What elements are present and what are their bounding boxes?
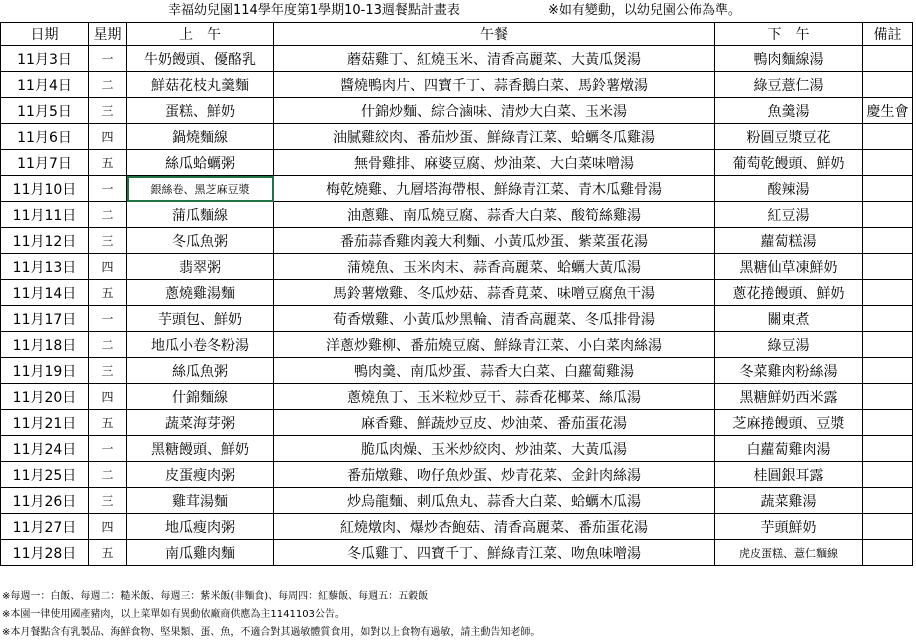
table-row <box>1 358 913 384</box>
remarks-cell[interactable] <box>863 462 913 488</box>
header-lunch[interactable]: 午餐 <box>274 23 715 46</box>
table-row <box>1 462 913 488</box>
weekday-cell[interactable]: 一 <box>89 436 127 462</box>
remarks-cell[interactable] <box>863 488 913 514</box>
morning-snack-cell[interactable]: 雞茸湯麵 <box>127 488 274 514</box>
weekday-cell[interactable]: 三 <box>89 98 127 124</box>
table-row <box>1 384 913 410</box>
date-cell[interactable]: 11月11日 <box>1 202 89 228</box>
table-row <box>1 150 913 176</box>
weekday-cell[interactable]: 四 <box>89 124 127 150</box>
afternoon-snack-cell[interactable]: 桂圓銀耳露 <box>715 462 863 488</box>
date-cell[interactable]: 11月28日 <box>1 540 89 566</box>
afternoon-snack-cell[interactable]: 黑糖仙草凍鮮奶 <box>715 254 863 280</box>
afternoon-snack-cell[interactable]: 酸辣湯 <box>715 176 863 202</box>
remarks-cell[interactable] <box>863 436 913 462</box>
lunch-cell[interactable]: 荀香燉雞、小黃瓜炒黑輪、清香高麗菜、冬瓜排骨湯 <box>274 306 715 332</box>
date-cell[interactable]: 11月4日 <box>1 72 89 98</box>
afternoon-snack-cell[interactable]: 粉圓豆漿豆花 <box>715 124 863 150</box>
table-row <box>1 124 913 150</box>
morning-snack-cell[interactable]: 黑糖饅頭、鮮奶 <box>127 436 274 462</box>
lunch-cell[interactable]: 番茄蒜香雞肉義大利麵、小黃瓜炒蛋、紫菜蛋花湯 <box>274 228 715 254</box>
afternoon-snack-cell[interactable]: 綠豆湯 <box>715 332 863 358</box>
weekday-cell[interactable]: 五 <box>89 410 127 436</box>
morning-snack-cell[interactable]: 蔬菜海芽粥 <box>127 410 274 436</box>
header-row <box>1 23 913 46</box>
date-cell[interactable]: 11月27日 <box>1 514 89 540</box>
remarks-cell[interactable] <box>863 46 913 72</box>
morning-snack-cell[interactable]: 地瓜瘦肉粥 <box>127 514 274 540</box>
morning-snack-cell[interactable]: 絲瓜蛤蠣粥 <box>127 150 274 176</box>
remarks-cell[interactable] <box>863 176 913 202</box>
weekday-cell[interactable]: 四 <box>89 384 127 410</box>
header-remarks[interactable]: 備註 <box>863 23 913 46</box>
remarks-cell[interactable] <box>863 358 913 384</box>
lunch-cell[interactable]: 洋蔥炒雞柳、番茄燒豆腐、鮮綠青江菜、小白菜肉絲湯 <box>274 332 715 358</box>
lunch-cell[interactable]: 油蔥雞、南瓜燒豆腐、蒜香大白菜、酸筍絲雞湯 <box>274 202 715 228</box>
afternoon-snack-cell[interactable]: 芋頭鮮奶 <box>715 514 863 540</box>
afternoon-snack-cell[interactable]: 白蘿蔔雞肉湯 <box>715 436 863 462</box>
morning-snack-cell[interactable]: 鮮菇花枝丸羹麵 <box>127 72 274 98</box>
afternoon-snack-cell[interactable]: 冬菜雞肉粉絲湯 <box>715 358 863 384</box>
lunch-cell[interactable]: 無骨雞排、麻婆豆腐、炒油菜、大白菜味噌湯 <box>274 150 715 176</box>
morning-snack-cell[interactable]: 翡翠粥 <box>127 254 274 280</box>
morning-snack-cell[interactable]: 蛋糕、鮮奶 <box>127 98 274 124</box>
date-cell[interactable]: 11月21日 <box>1 410 89 436</box>
date-cell[interactable]: 11月6日 <box>1 124 89 150</box>
remarks-cell[interactable] <box>863 384 913 410</box>
lunch-cell[interactable]: 梅乾燒雞、九層塔海帶根、鮮綠青江菜、青木瓜雞骨湯 <box>274 176 715 202</box>
weekday-cell[interactable]: 五 <box>89 540 127 566</box>
remarks-cell[interactable] <box>863 254 913 280</box>
date-cell[interactable]: 11月20日 <box>1 384 89 410</box>
afternoon-snack-cell[interactable]: 虎皮蛋糕、薏仁麵線 <box>715 540 863 566</box>
morning-snack-cell[interactable]: 牛奶饅頭、優酪乳 <box>127 46 274 72</box>
table-row <box>1 254 913 280</box>
date-cell[interactable]: 11月26日 <box>1 488 89 514</box>
morning-snack-cell[interactable]: 什錦麵線 <box>127 384 274 410</box>
afternoon-snack-cell[interactable]: 鴨肉麵線湯 <box>715 46 863 72</box>
table-row <box>1 488 913 514</box>
lunch-cell[interactable]: 鴨肉羹、南瓜炒蛋、蒜香大白菜、白蘿蔔雞湯 <box>274 358 715 384</box>
table-row <box>1 72 913 98</box>
morning-snack-cell[interactable]: 銀絲卷、黑芝麻豆漿 <box>127 176 274 202</box>
date-cell[interactable]: 11月3日 <box>1 46 89 72</box>
morning-snack-cell[interactable]: 蒲瓜麵線 <box>127 202 274 228</box>
remarks-cell[interactable] <box>863 540 913 566</box>
date-cell[interactable]: 11月24日 <box>1 436 89 462</box>
date-cell[interactable]: 11月10日 <box>1 176 89 202</box>
remarks-cell[interactable] <box>863 306 913 332</box>
header-morning[interactable]: 上 午 <box>127 23 274 46</box>
weekday-cell[interactable]: 四 <box>89 254 127 280</box>
table-row <box>1 410 913 436</box>
date-cell[interactable]: 11月19日 <box>1 358 89 384</box>
lunch-cell[interactable]: 什錦炒麵、綜合滷味、清炒大白菜、玉米湯 <box>274 98 715 124</box>
remarks-cell[interactable] <box>863 228 913 254</box>
afternoon-snack-cell[interactable]: 黑糖鮮奶西米露 <box>715 384 863 410</box>
date-cell[interactable]: 11月25日 <box>1 462 89 488</box>
afternoon-snack-cell[interactable]: 關東煮 <box>715 306 863 332</box>
date-cell[interactable]: 11月7日 <box>1 150 89 176</box>
table-row <box>1 540 913 566</box>
table-row <box>1 306 913 332</box>
afternoon-snack-cell[interactable]: 蔬菜雞湯 <box>715 488 863 514</box>
remarks-cell[interactable] <box>863 124 913 150</box>
lunch-cell[interactable]: 脆瓜肉燥、玉米炒絞肉、炒油菜、大黃瓜湯 <box>274 436 715 462</box>
afternoon-snack-cell[interactable]: 芝麻捲饅頭、豆漿 <box>715 410 863 436</box>
afternoon-snack-cell[interactable]: 綠豆薏仁湯 <box>715 72 863 98</box>
table-row <box>1 98 913 124</box>
header-weekday[interactable]: 星期 <box>89 23 127 46</box>
weekday-cell[interactable]: 三 <box>89 358 127 384</box>
morning-snack-cell[interactable]: 南瓜雞肉麵 <box>127 540 274 566</box>
lunch-cell[interactable]: 油膩雞絞肉、番茄炒蛋、鮮綠青江菜、蛤蠣冬瓜雞湯 <box>274 124 715 150</box>
remarks-cell[interactable] <box>863 514 913 540</box>
lunch-cell[interactable]: 麻香雞、鮮蔬炒豆皮、炒油菜、番茄蛋花湯 <box>274 410 715 436</box>
remarks-cell[interactable]: 慶生會 <box>863 98 913 124</box>
header-date[interactable]: 日期 <box>1 23 89 46</box>
table-row <box>1 228 913 254</box>
afternoon-snack-cell[interactable]: 葡萄乾饅頭、鮮奶 <box>715 150 863 176</box>
table-row <box>1 436 913 462</box>
weekday-cell[interactable]: 三 <box>89 228 127 254</box>
remarks-cell[interactable] <box>863 150 913 176</box>
lunch-cell[interactable]: 蒲燒魚、玉米肉末、蒜香高麗菜、蛤蠣大黃瓜湯 <box>274 254 715 280</box>
weekday-cell[interactable]: 四 <box>89 514 127 540</box>
weekday-cell[interactable]: 一 <box>89 306 127 332</box>
date-cell[interactable]: 11月17日 <box>1 306 89 332</box>
meal-plan-table <box>0 22 913 566</box>
weekday-cell[interactable]: 三 <box>89 488 127 514</box>
morning-snack-cell[interactable]: 絲瓜魚粥 <box>127 358 274 384</box>
table-row <box>1 280 913 306</box>
afternoon-snack-cell[interactable]: 蘿蔔糕湯 <box>715 228 863 254</box>
morning-snack-cell[interactable]: 地瓜小卷冬粉湯 <box>127 332 274 358</box>
lunch-cell[interactable]: 馬鈴薯燉雞、冬瓜炒菇、蒜香莧菜、味噌豆腐魚干湯 <box>274 280 715 306</box>
date-cell[interactable]: 11月13日 <box>1 254 89 280</box>
footnote-rice[interactable]: ※每週一：白飯、每週二：糙米飯、每週三：紫米飯(非麵食)、每周四：紅藜飯、每週五：五穀飯 <box>2 591 429 602</box>
table-row <box>1 332 913 358</box>
lunch-cell[interactable]: 紅燒燉肉、爆炒杏鮑菇、清香高麗菜、番茄蛋花湯 <box>274 514 715 540</box>
lunch-cell[interactable]: 冬瓜雞丁、四寶千丁、鮮綠青江菜、吻魚味噌湯 <box>274 540 715 566</box>
table-row <box>1 176 913 202</box>
footnotes <box>0 588 916 642</box>
table-row <box>1 46 913 72</box>
weekday-cell[interactable]: 二 <box>89 332 127 358</box>
morning-snack-cell[interactable]: 冬瓜魚粥 <box>127 228 274 254</box>
lunch-cell[interactable]: 炒烏龍麵、刺瓜魚丸、蒜香大白菜、蛤蠣木瓜湯 <box>274 488 715 514</box>
morning-snack-cell[interactable]: 蔥燒雞湯麵 <box>127 280 274 306</box>
morning-snack-cell[interactable]: 芋頭包、鮮奶 <box>127 306 274 332</box>
remarks-cell[interactable] <box>863 280 913 306</box>
weekday-cell[interactable]: 二 <box>89 202 127 228</box>
remarks-cell[interactable] <box>863 72 913 98</box>
weekday-cell[interactable]: 一 <box>89 46 127 72</box>
change-notice[interactable]: ※如有變動，以幼兒園公佈為準。 <box>548 3 741 18</box>
afternoon-snack-cell[interactable]: 魚羹湯 <box>715 98 863 124</box>
header-afternoon[interactable]: 下 午 <box>715 23 863 46</box>
weekday-cell[interactable]: 五 <box>89 150 127 176</box>
remarks-cell[interactable] <box>863 332 913 358</box>
date-cell[interactable]: 11月14日 <box>1 280 89 306</box>
weekday-cell[interactable]: 二 <box>89 72 127 98</box>
weekday-cell[interactable]: 二 <box>89 462 127 488</box>
table-row <box>1 202 913 228</box>
footnote-allergen[interactable]: ※本月餐點含有乳製品、海鮮食物、堅果類、蛋、魚，不適合對其過敏體質食用，如對以上食物有過敏，請主動告知老師。 <box>2 627 541 638</box>
lunch-cell[interactable]: 醬燒鴨肉片、四寶千丁、蒜香鵝白菜、馬鈴薯燉湯 <box>274 72 715 98</box>
date-cell[interactable]: 11月18日 <box>1 332 89 358</box>
date-cell[interactable]: 11月5日 <box>1 98 89 124</box>
afternoon-snack-cell[interactable]: 紅豆湯 <box>715 202 863 228</box>
morning-snack-cell[interactable]: 皮蛋瘦肉粥 <box>127 462 274 488</box>
lunch-cell[interactable]: 蔥燒魚丁、玉米粒炒豆干、蒜香花椰菜、絲瓜湯 <box>274 384 715 410</box>
date-cell[interactable]: 11月12日 <box>1 228 89 254</box>
lunch-cell[interactable]: 番茄燉雞、吻仔魚炒蛋、炒青花菜、金針肉絲湯 <box>274 462 715 488</box>
afternoon-snack-cell[interactable]: 蔥花捲饅頭、鮮奶 <box>715 280 863 306</box>
lunch-cell[interactable]: 蘑菇雞丁、紅燒玉米、清香高麗菜、大黃瓜煲湯 <box>274 46 715 72</box>
weekday-cell[interactable]: 一 <box>89 176 127 202</box>
morning-snack-cell[interactable]: 鍋燒麵線 <box>127 124 274 150</box>
weekday-cell[interactable]: 五 <box>89 280 127 306</box>
table-row <box>1 514 913 540</box>
remarks-cell[interactable] <box>863 410 913 436</box>
remarks-cell[interactable] <box>863 202 913 228</box>
menu-title[interactable]: 幸福幼兒園114學年度第1學期10-13週餐點計畫表 <box>168 3 460 18</box>
footnote-pork[interactable]: ※本園一律使用國產豬肉，以上菜單如有異動依廠商供應為主1141103公告。 <box>2 609 345 620</box>
sheet-title-row <box>0 0 916 22</box>
